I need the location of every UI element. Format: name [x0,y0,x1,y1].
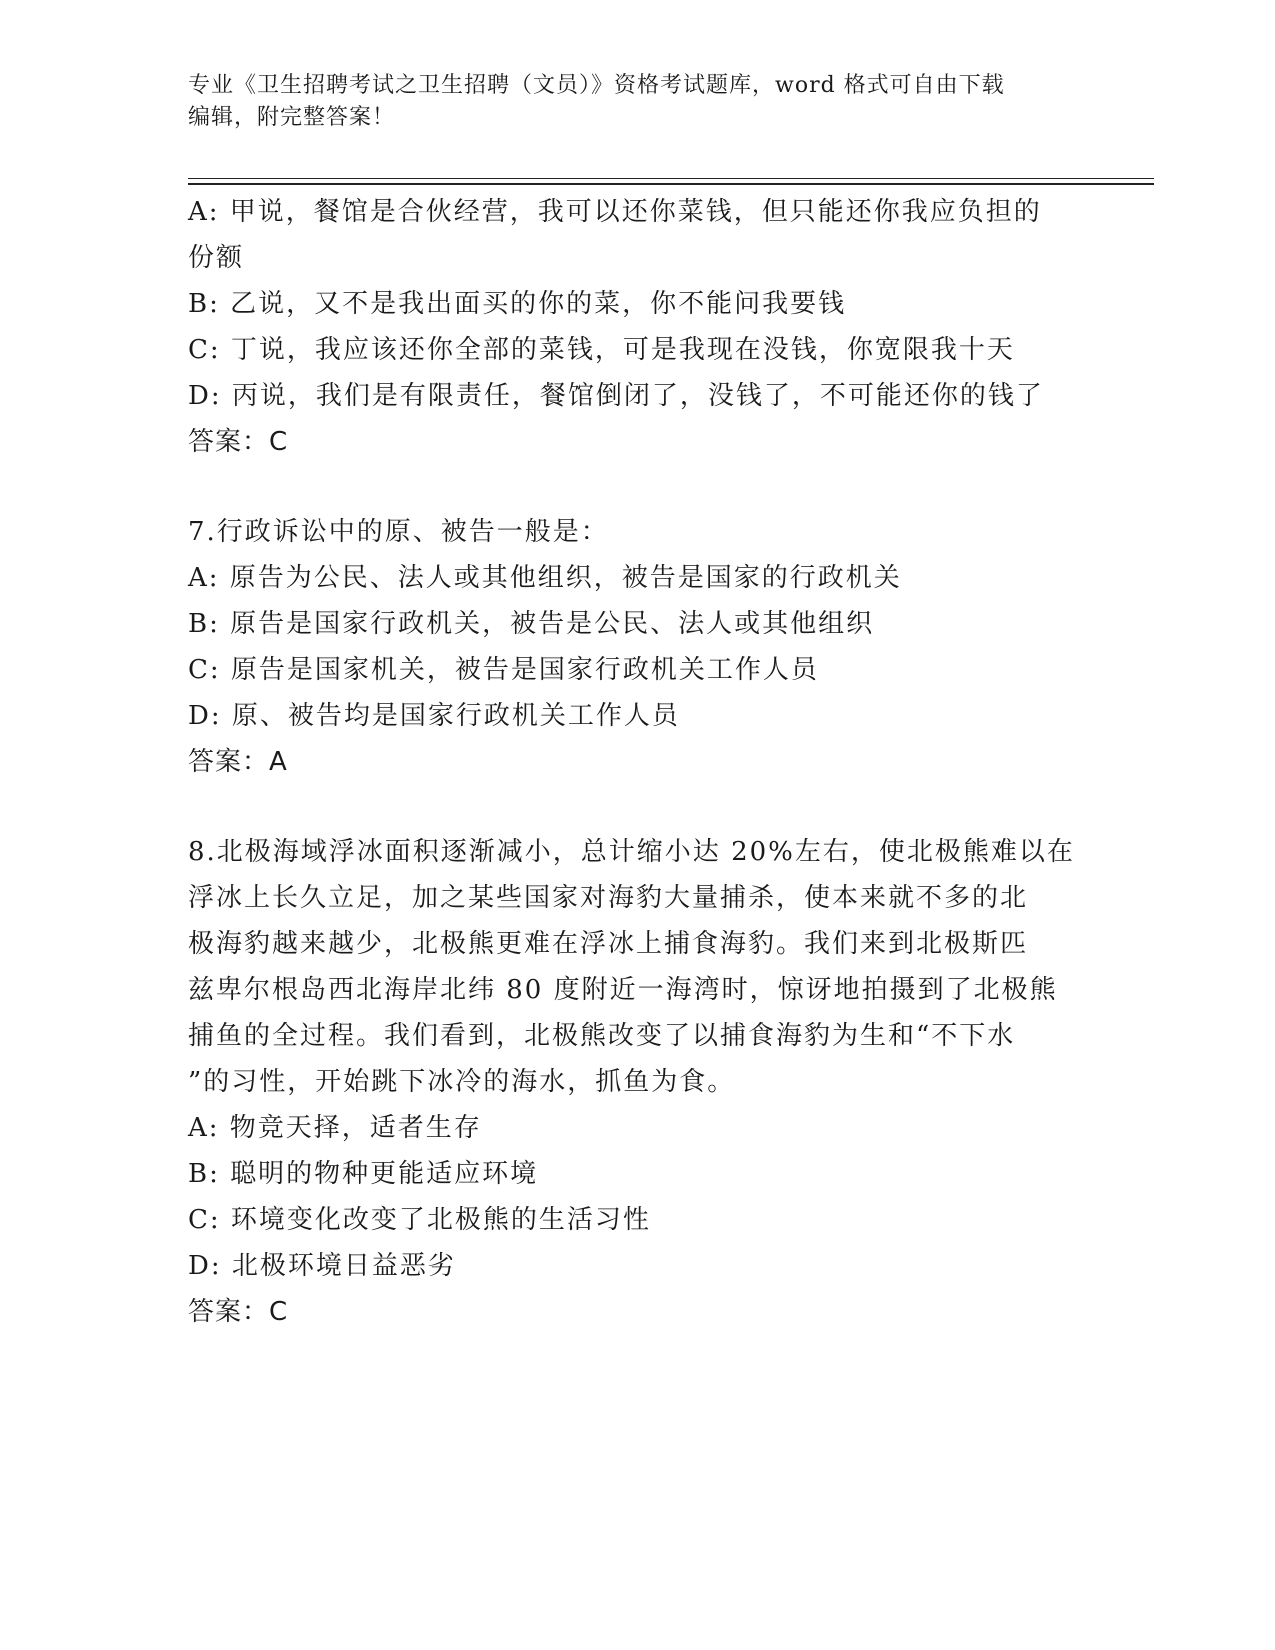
q6-option-c: C: 丁说，我应该还你全部的菜钱，可是我现在没钱，你宽限我十天 [188,335,1015,365]
q6-option-a: A: 甲说，餐馆是合伙经营，我可以还你菜钱，但只能还你我应负担的 [188,197,1042,227]
q8-option-c: C: 环境变化改变了北极熊的生活习性 [188,1205,651,1235]
q7-option-b: B: 原告是国家行政机关，被告是公民、法人或其他组织 [188,609,875,639]
q6-option-d: D: 丙说，我们是有限责任，餐馆倒闭了，没钱了，不可能还你的钱了 [188,381,1044,411]
question-6 [188,189,1088,465]
q7-option-c: C: 原告是国家机关，被告是国家行政机关工作人员 [188,655,819,685]
q7-option-a: A: 原告为公民、法人或其他组织，被告是国家的行政机关 [188,563,902,593]
header-line-1: 专业《卫生招聘考试之卫生招聘（文员）》资格考试题库，word 格式可自由下载 [188,73,1005,98]
question-8 [188,829,1088,1335]
q8-question-line: 极海豹越来越少，北极熊更难在浮冰上捕食海豹。我们来到北极斯匹 [188,929,1029,959]
q7-answer: 答案：A [188,747,288,777]
q8-question-line: 8.北极海域浮冰面积逐渐减小，总计缩小达 20%左右，使北极熊难以在 [188,837,1075,867]
page-header [188,70,1088,134]
header-line-2: 编辑，附完整答案！ [188,105,396,130]
q8-option-a: A: 物竞天择，适者生存 [188,1113,482,1143]
q7-question: 7.行政诉讼中的原、被告一般是： [188,517,609,547]
question-7 [188,509,1088,785]
header-rule-thin [188,178,1154,179]
q8-answer: 答案：C [188,1297,289,1327]
q6-option-b: B: 乙说，又不是我出面买的你的菜，你不能问我要钱 [188,289,847,319]
q8-question-line: 浮冰上长久立足，加之某些国家对海豹大量捕杀，使本来就不多的北 [188,883,1029,913]
q8-question-line: 兹卑尔根岛西北海岸北纬 80 度附近一海湾时，惊讶地拍摄到了北极熊 [188,975,1058,1005]
q8-question-line: ”的习性，开始跳下冰冷的海水，抓鱼为食。 [188,1067,736,1097]
q8-option-b: B: 聪明的物种更能适应环境 [188,1159,539,1189]
q7-option-d: D: 原、被告均是国家行政机关工作人员 [188,701,680,731]
q8-option-d: D: 北极环境日益恶劣 [188,1251,456,1281]
header-rule-thick [188,183,1154,185]
q6-option-a-cont: 份额 [188,243,245,273]
question-content [188,189,1088,1335]
q6-answer: 答案：C [188,427,289,457]
spacer [188,465,1088,509]
spacer [188,785,1088,829]
q8-question-line: 捕鱼的全过程。我们看到，北极熊改变了以捕食海豹为生和“不下水 [188,1021,1016,1051]
